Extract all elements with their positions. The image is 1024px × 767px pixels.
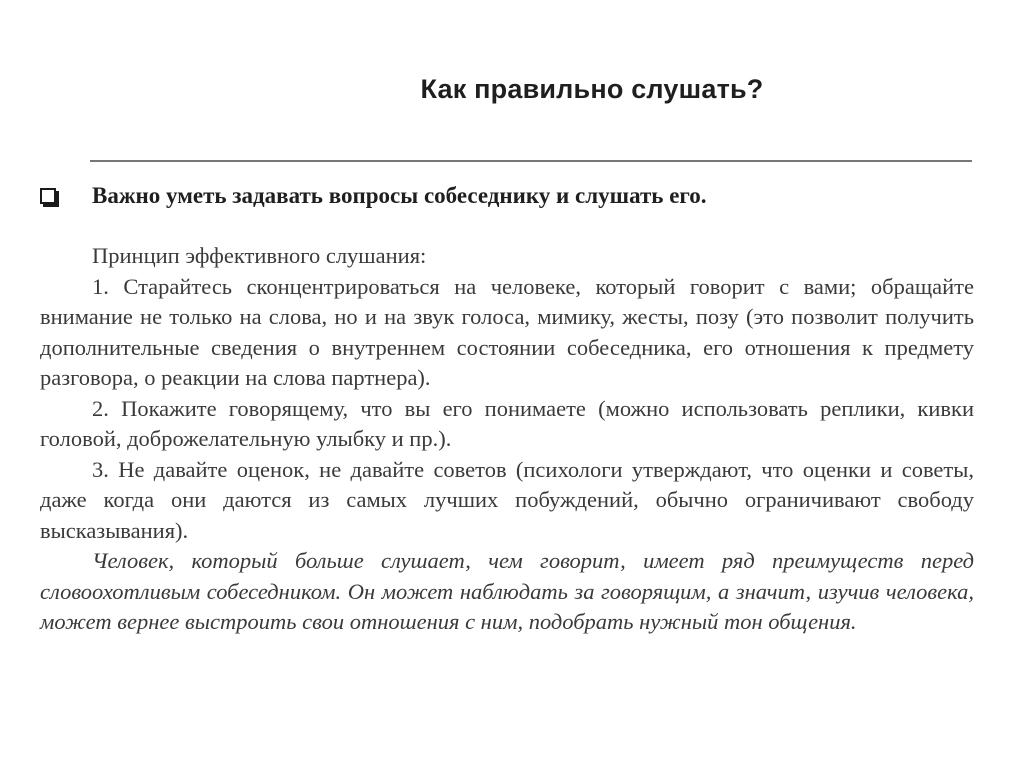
checkbox-icon <box>40 188 56 204</box>
principle-item-2: 2. Покажите говорящему, что вы его понимаете (можно использовать реплики, кивки головой, доброжелательную улыбку и пр.). <box>40 395 974 451</box>
bullet-item <box>40 183 980 213</box>
slide-body <box>40 241 974 638</box>
title-divider <box>90 160 972 162</box>
slide-title: Как правильно слушать? <box>420 74 764 104</box>
principle-item-1: 1. Старайтесь сконцентрироваться на человеке, который говорит с вами; обращайте внимание не только на слова, но и на звук голоса, мимику, жесты, позу (это позволит получить дополнительные сведения о внутреннем состоянии собеседника, его отношения к предмету разговора, о реакции на слова партнера). <box>40 273 974 390</box>
bullet-text: Важно уметь задавать вопросы собеседнику и слушать его. <box>92 183 707 208</box>
principle-item-3: 3. Не давайте оценок, не давайте советов (психологи утверждают, что оценки и советы, даже когда они даются из самых лучших побуждений, обычно ограничивают свободу высказывания). <box>40 456 974 543</box>
principle-heading: Принцип эффективного слушания: <box>92 243 427 268</box>
conclusion-paragraph: Человек, который больше слушает, чем говорит, имеет ряд преимуществ перед словоохотливым собеседником. Он может наблюдать за говорящим, а значит, изучив человека, может вернее выстроить свои отношения с ним, подобрать нужный тон общения. <box>40 548 974 634</box>
